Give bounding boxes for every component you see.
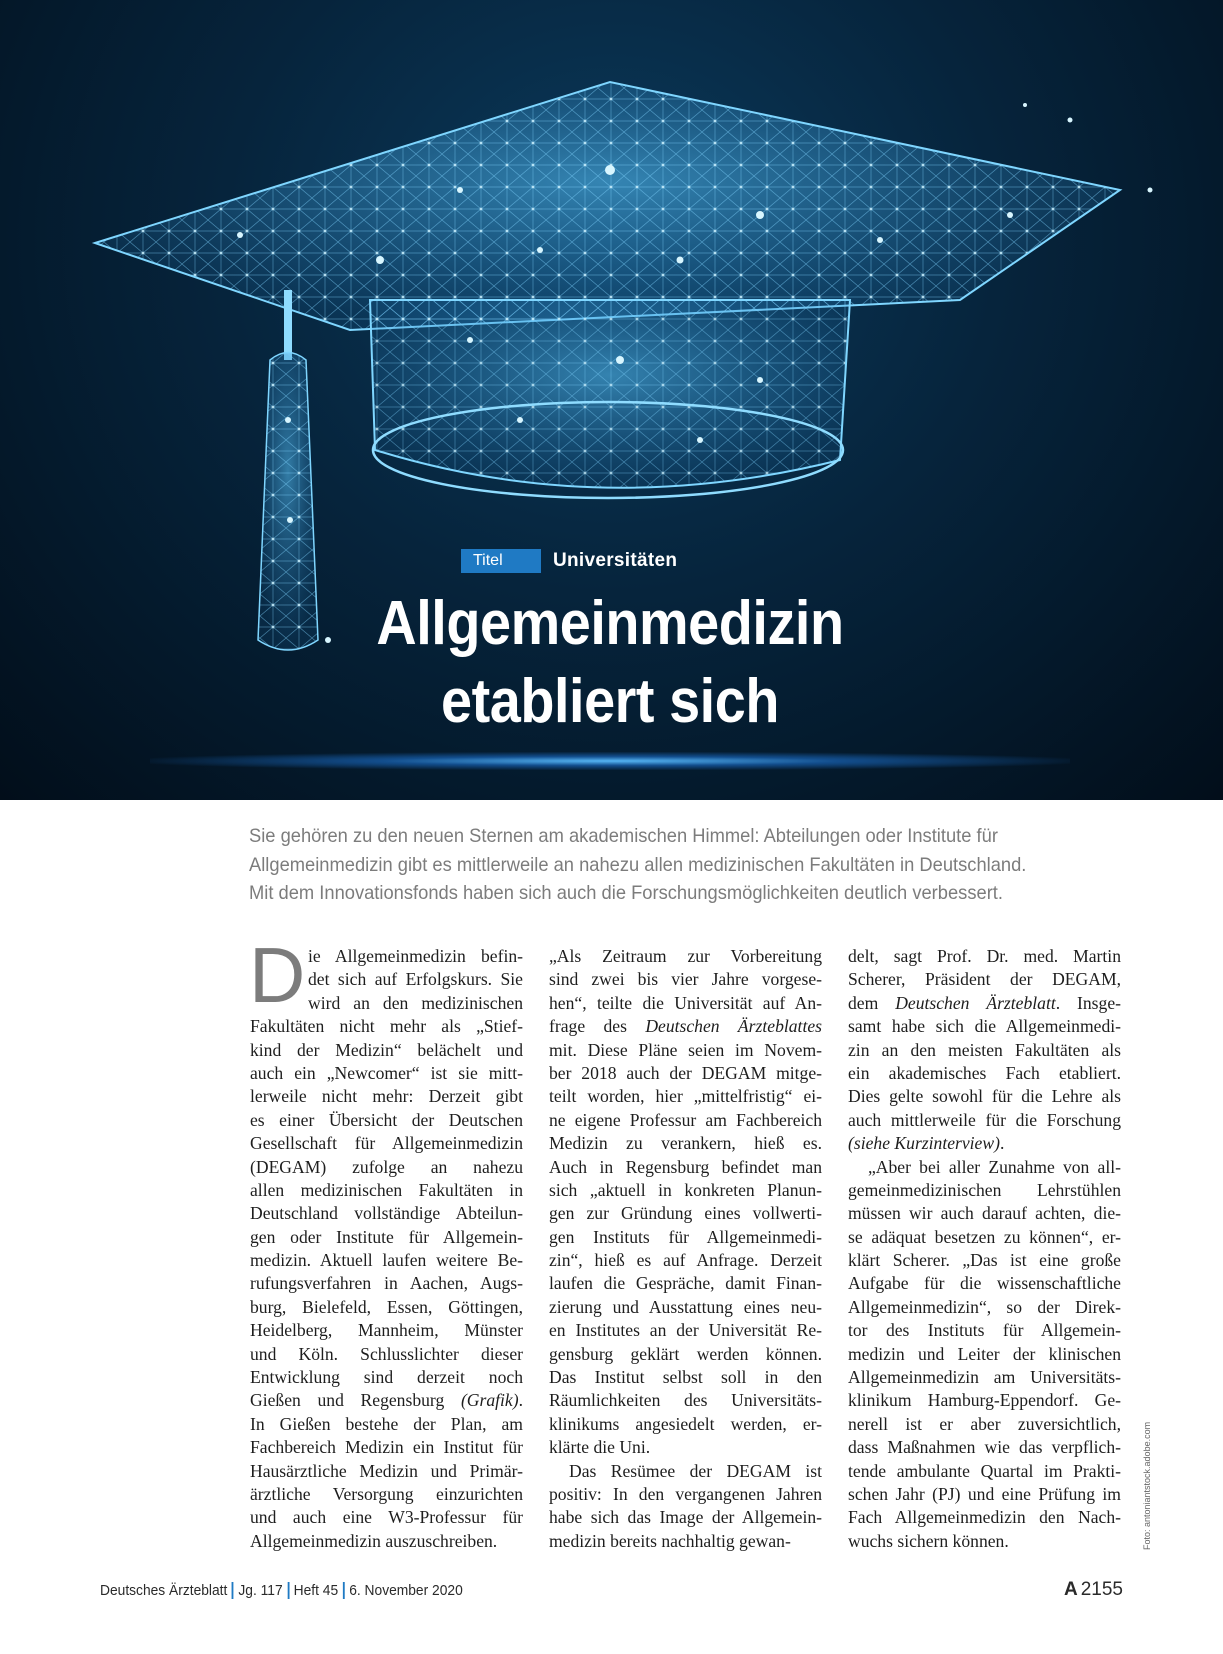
text-line: gemeinmedizinischen Lehrstühlen xyxy=(848,1179,1121,1200)
text-line: Scherer, Präsident der DEGAM, xyxy=(848,969,1121,990)
horizon-glow xyxy=(150,752,1070,770)
text-line: gensburg geklärt werden können. xyxy=(549,1343,822,1364)
text-line: Entwicklung sind derzeit noch xyxy=(250,1367,523,1388)
drop-cap: D xyxy=(249,931,306,1019)
text-line: „Als Zeitraum zur Vorbereitung xyxy=(549,946,822,966)
text-line: Fach Allgemeinmedizin den Nach- xyxy=(848,1507,1121,1528)
title-line: etabliert sich xyxy=(441,667,779,736)
text-line: frage des Deutschen Ärzteblattes xyxy=(549,1016,822,1037)
text-line: medizin. Aktuell laufen weitere Be- xyxy=(250,1250,523,1271)
text-line: müssen wir auch darauf achten, die- xyxy=(848,1203,1121,1224)
lead-line: Allgemeinmedizin gibt es mittlerweile an nahezu allen medizinischen Fakultäten in Deutschland. xyxy=(249,853,1027,876)
text-line: Dies gelte sowohl für die Lehre als xyxy=(848,1086,1121,1107)
text-line: Gesellschaft für Allgemeinmedizin xyxy=(250,1133,523,1154)
text-line: ein akademisches Fach etabliert. xyxy=(848,1062,1121,1083)
text-line: Aufgabe für die wissenschaftliche xyxy=(848,1273,1121,1294)
text-line: Hausärztliche Medizin und Primär- xyxy=(250,1460,523,1481)
text-line: mit. Diese Pläne seien im Novem- xyxy=(549,1039,822,1060)
text-line: Heidelberg, Mannheim, Münster xyxy=(250,1320,523,1341)
text-line: Das Resümee der DEGAM ist xyxy=(569,1460,822,1481)
text-line: Allgemeinmedizin auszuschreiben. xyxy=(250,1530,498,1551)
text-line: Medizin zu verankern, hieß es. xyxy=(549,1133,822,1154)
text-line: Gießen und Regensburg (Grafik). xyxy=(250,1390,523,1411)
article-lead xyxy=(249,822,1057,908)
text-line: auch ein „Newcomer“ ist sie mitt- xyxy=(250,1062,523,1083)
text-line: det sich auf Erfolgskurs. Sie xyxy=(308,969,523,990)
text-line: Räumlichkeiten des Universitäts- xyxy=(549,1390,822,1411)
text-line: Fachbereich Medizin ein Institut für xyxy=(250,1437,523,1458)
text-line: (DEGAM) zufolge an nahezu xyxy=(250,1156,523,1177)
text-line: Deutschland vollständige Abteilun- xyxy=(250,1203,523,1224)
footer-separator xyxy=(343,1582,345,1599)
text-line: Allgemeinmedizin am Universitäts- xyxy=(848,1367,1121,1388)
text-line: habe sich das Image der Allgemein- xyxy=(549,1507,822,1528)
text-line: zin an den meisten Fakultäten als xyxy=(848,1039,1121,1060)
title-line: Allgemeinmedizin xyxy=(376,589,844,658)
text-line: sich „aktuell in konkreten Planun- xyxy=(549,1179,822,1200)
text-line: lerweile nicht mehr: Derzeit gibt xyxy=(250,1086,523,1107)
text-line: allen medizinischen Fakultäten in xyxy=(250,1179,523,1200)
journal-issue: Heft 45 xyxy=(293,1582,339,1599)
text-line: es einer Übersicht der Deutschen xyxy=(250,1109,523,1130)
text-line: ber 2018 auch der DEGAM mitge- xyxy=(549,1062,822,1083)
text-line: klinikum Hamburg-Eppendorf. Ge- xyxy=(848,1390,1121,1411)
text-line: teilt worden, hier „mittelfristig“ ei- xyxy=(549,1086,822,1107)
text-line: Das Institut selbst soll in den xyxy=(549,1367,822,1388)
lead-line: Mit dem Innovationsfonds haben sich auch die Forschungsmöglichkeiten deutlich verbessert. xyxy=(249,882,1003,904)
text-line: klärt Scherer. „Das ist eine große xyxy=(848,1250,1121,1271)
text-line: kind der Medizin“ belächelt und xyxy=(250,1039,523,1060)
article-column-3 xyxy=(848,945,1121,1553)
text-line: dem Deutschen Ärzteblatt. Insge- xyxy=(848,992,1121,1013)
text-line: zin“, hieß es auf Anfrage. Derzeit xyxy=(549,1250,822,1271)
text-line: burg, Bielefeld, Essen, Göttingen, xyxy=(250,1296,523,1317)
journal-name: Deutsches Ärzteblatt xyxy=(100,1582,228,1599)
footer-separator xyxy=(287,1582,289,1599)
text-line: wird an den medizinischen xyxy=(308,992,523,1013)
text-line: schen Jahr (PJ) und eine Prüfung im xyxy=(848,1483,1121,1504)
text-line: Auch in Regensburg befindet man xyxy=(549,1156,822,1177)
text-line: hen“, teilte die Universität auf An- xyxy=(549,992,822,1013)
section-topic: Universitäten xyxy=(553,550,678,571)
page-prefix: A xyxy=(1063,1579,1078,1600)
text-line: rufungsverfahren in Aachen, Augs- xyxy=(250,1273,523,1294)
issue-date: 6. November 2020 xyxy=(349,1582,463,1599)
kicker xyxy=(461,549,677,573)
text-line: Fakultäten nicht mehr als „Stief- xyxy=(250,1016,523,1037)
text-line: und Köln. Schlusslichter dieser xyxy=(250,1343,523,1364)
text-line: gen zur Gründung eines vollwerti- xyxy=(549,1203,822,1224)
photo-credit: Foto: antoniantstock.adobe.com xyxy=(1142,1421,1152,1550)
hero-image xyxy=(0,0,1223,800)
text-line: ie Allgemeinmedizin befin- xyxy=(308,946,523,966)
text-line: dass Maßnahmen wie das verpflich- xyxy=(848,1437,1121,1458)
text-line: ärztliche Versorgung einzurichten xyxy=(250,1483,523,1504)
text-line: positiv: In den vergangenen Jahren xyxy=(549,1483,822,1504)
text-line: zierung und Ausstattung eines neu- xyxy=(549,1296,822,1317)
text-line: tende ambulante Quartal im Prakti- xyxy=(848,1460,1121,1481)
text-line: en Institutes an der Universität Re- xyxy=(549,1320,822,1341)
page-number-value: 2155 xyxy=(1080,1579,1123,1600)
text-line: Allgemeinmedizin“, so der Direk- xyxy=(848,1296,1121,1317)
text-line: auch mittlerweile für die Forschung xyxy=(848,1109,1121,1130)
text-line: (siehe Kurzinterview). xyxy=(848,1133,1005,1154)
text-line: ne eigene Professur am Fachbereich xyxy=(549,1109,822,1130)
journal-volume: Jg. 117 xyxy=(238,1582,283,1599)
text-line: tor des Instituts für Allgemein- xyxy=(848,1320,1121,1341)
text-line: sind zwei bis vier Jahre vorgese- xyxy=(549,969,822,990)
text-line: In Gießen bestehe der Plan, am xyxy=(250,1413,523,1434)
text-line: klinikums angesiedelt werden, er- xyxy=(549,1413,822,1434)
page-number xyxy=(1064,1579,1123,1601)
section-badge: Titel xyxy=(461,549,541,573)
text-line: laufen die Gespräche, damit Finan- xyxy=(549,1273,822,1294)
text-line: medizin bereits nachhaltig gewan- xyxy=(549,1530,791,1551)
text-line: und auch eine W3-Professur für xyxy=(250,1507,523,1528)
text-line: wuchs sichern können. xyxy=(848,1530,1009,1551)
lead-line: Sie gehören zu den neuen Sternen am akademischen Himmel: Abteilungen oder Institute für xyxy=(249,825,998,847)
article-column-2 xyxy=(549,945,822,1553)
text-line: medizin und Leiter der klinischen xyxy=(848,1343,1121,1364)
text-line: samt habe sich die Allgemeinmedi- xyxy=(848,1016,1121,1037)
footer-separator xyxy=(232,1582,234,1599)
page-footer xyxy=(100,1582,463,1599)
article-title xyxy=(331,585,889,741)
article-column-1 xyxy=(250,945,523,1553)
text-line: gen oder Institute für Allgemein- xyxy=(250,1226,523,1247)
text-line: „Aber bei aller Zunahme von all- xyxy=(868,1156,1121,1177)
text-line: nerell ist er aber zuversichtlich, xyxy=(848,1413,1121,1434)
text-line: klärte die Uni. xyxy=(549,1437,651,1458)
text-line: gen Instituts für Allgemeinmedi- xyxy=(549,1226,822,1247)
text-line: delt, sagt Prof. Dr. med. Martin xyxy=(848,946,1121,966)
text-line: se adäquat besetzen zu können“, er- xyxy=(848,1226,1121,1247)
